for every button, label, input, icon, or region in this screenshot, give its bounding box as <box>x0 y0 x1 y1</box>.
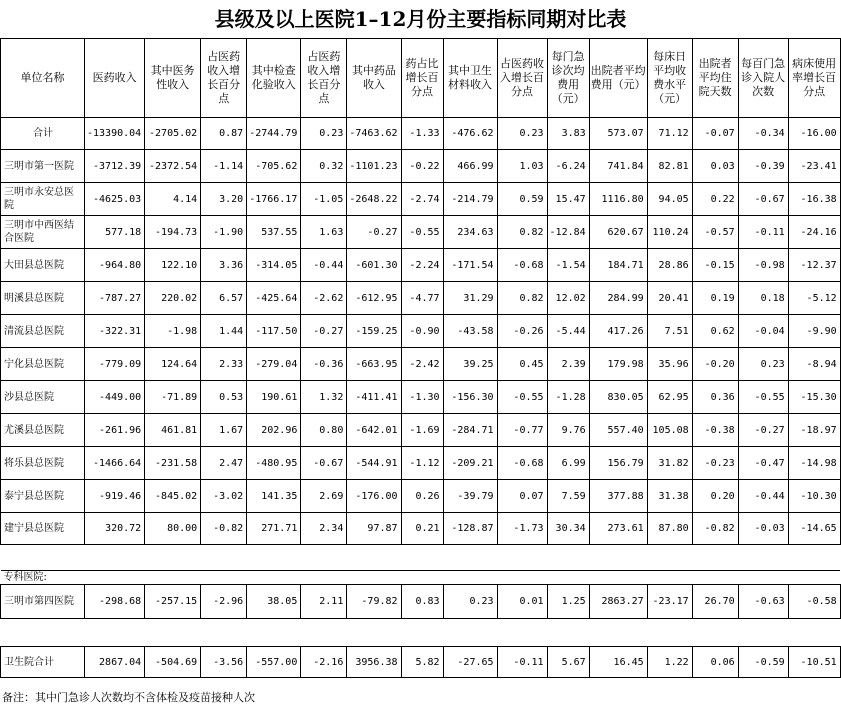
table-cell: -194.73 <box>145 216 201 249</box>
table-cell: 80.00 <box>145 513 201 545</box>
table-cell: -0.38 <box>692 414 738 447</box>
table-cell: -504.69 <box>145 647 201 678</box>
table-cell: 0.53 <box>201 381 247 414</box>
table-cell: -0.55 <box>497 381 547 414</box>
table-cell: -14.65 <box>788 513 840 545</box>
table-cell: 0.80 <box>301 414 347 447</box>
table-cell: -43.58 <box>443 315 497 348</box>
table-cell: 31.29 <box>443 282 497 315</box>
table-cell: -27.65 <box>443 647 497 678</box>
table-cell: -0.55 <box>738 381 788 414</box>
table-cell: 71.12 <box>647 118 692 150</box>
table-cell: 0.45 <box>497 348 547 381</box>
table-cell: 0.82 <box>497 282 547 315</box>
table-cell: -1.90 <box>201 216 247 249</box>
table-row <box>1 348 841 381</box>
table-cell: -10.51 <box>788 647 840 678</box>
table-cell: -171.54 <box>443 249 497 282</box>
table-row <box>1 216 841 249</box>
table-cell: -1.14 <box>201 150 247 183</box>
column-header: 单位名称 <box>1 39 85 118</box>
table-cell: -159.25 <box>347 315 401 348</box>
table-cell: -16.38 <box>788 183 840 216</box>
table-cell: -314.05 <box>247 249 301 282</box>
row-label: 三明市第四医院 <box>1 585 85 619</box>
row-label: 三明市第一医院 <box>1 150 85 183</box>
table-row <box>1 414 841 447</box>
table-cell: -7463.62 <box>347 118 401 150</box>
table-cell: 0.26 <box>401 480 443 513</box>
table-cell: -663.95 <box>347 348 401 381</box>
table-cell: 94.05 <box>647 183 692 216</box>
table-cell: 179.98 <box>589 348 647 381</box>
table-cell: 0.36 <box>692 381 738 414</box>
spacer-cell <box>1 619 841 647</box>
table-cell: 3.83 <box>547 118 589 150</box>
table-cell: -0.90 <box>401 315 443 348</box>
table-cell: 220.02 <box>145 282 201 315</box>
column-header: 其中医务性收入 <box>145 39 201 118</box>
table-cell: 2.69 <box>301 480 347 513</box>
table-cell: -0.23 <box>692 447 738 480</box>
table-cell: -612.95 <box>347 282 401 315</box>
table-cell: -0.07 <box>692 118 738 150</box>
table-cell: -1466.64 <box>85 447 145 480</box>
table-cell: -1.05 <box>301 183 347 216</box>
section-label: 专科医院: <box>1 571 841 585</box>
table-cell: -1.30 <box>401 381 443 414</box>
table-cell: -0.36 <box>301 348 347 381</box>
table-cell: 0.62 <box>692 315 738 348</box>
table-cell: -214.79 <box>443 183 497 216</box>
table-cell: 87.80 <box>647 513 692 545</box>
table-cell: 0.03 <box>692 150 738 183</box>
table-cell: 38.05 <box>247 585 301 619</box>
table-row <box>1 480 841 513</box>
table-cell: 573.07 <box>589 118 647 150</box>
table-cell: 15.47 <box>547 183 589 216</box>
table-cell: -12.37 <box>788 249 840 282</box>
table-cell: -476.62 <box>443 118 497 150</box>
column-header: 占医药收入增长百分点 <box>201 39 247 118</box>
table-cell: -0.77 <box>497 414 547 447</box>
table-cell: -2.96 <box>201 585 247 619</box>
table-cell: 1.32 <box>301 381 347 414</box>
table-cell: -261.96 <box>85 414 145 447</box>
table-cell: -209.21 <box>443 447 497 480</box>
spacer-row <box>1 619 841 647</box>
table-cell: -779.09 <box>85 348 145 381</box>
table-cell: -1.73 <box>497 513 547 545</box>
table-cell: -2.24 <box>401 249 443 282</box>
table-cell: 0.23 <box>738 348 788 381</box>
table-cell: 7.51 <box>647 315 692 348</box>
table-cell: -15.30 <box>788 381 840 414</box>
table-cell: -787.27 <box>85 282 145 315</box>
table-cell: -964.80 <box>85 249 145 282</box>
table-cell: 0.32 <box>301 150 347 183</box>
table-cell: -12.84 <box>547 216 589 249</box>
table-cell: 377.88 <box>589 480 647 513</box>
table-cell: 39.25 <box>443 348 497 381</box>
table-cell: -10.30 <box>788 480 840 513</box>
row-label: 明溪县总医院 <box>1 282 85 315</box>
table-cell: 6.99 <box>547 447 589 480</box>
table-cell: 2863.27 <box>589 585 647 619</box>
table-cell: 184.71 <box>589 249 647 282</box>
column-header: 病床使用率增长百分点 <box>788 39 840 118</box>
table-cell: -5.12 <box>788 282 840 315</box>
table-cell: -176.00 <box>347 480 401 513</box>
table-cell: 284.99 <box>589 282 647 315</box>
table-cell: 141.35 <box>247 480 301 513</box>
table-cell: -117.50 <box>247 315 301 348</box>
table-cell: -0.44 <box>301 249 347 282</box>
table-cell: -2705.02 <box>145 118 201 150</box>
table-cell: 122.10 <box>145 249 201 282</box>
table-cell: -3.56 <box>201 647 247 678</box>
table-cell: 577.18 <box>85 216 145 249</box>
table-cell: -1.54 <box>547 249 589 282</box>
table-cell: -0.11 <box>738 216 788 249</box>
table-cell: -6.24 <box>547 150 589 183</box>
table-cell: -0.63 <box>738 585 788 619</box>
table-cell: -0.11 <box>497 647 547 678</box>
table-cell: -0.67 <box>738 183 788 216</box>
header-row <box>1 39 841 118</box>
table-cell: -9.90 <box>788 315 840 348</box>
table-cell: 31.82 <box>647 447 692 480</box>
table-row <box>1 315 841 348</box>
table-cell: -0.82 <box>201 513 247 545</box>
table-cell: 62.95 <box>647 381 692 414</box>
table-cell: -0.57 <box>692 216 738 249</box>
table-row <box>1 282 841 315</box>
table-cell: 1.03 <box>497 150 547 183</box>
table-cell: -298.68 <box>85 585 145 619</box>
table-cell: -2648.22 <box>347 183 401 216</box>
table-cell: -1.98 <box>145 315 201 348</box>
table-cell: 2.11 <box>301 585 347 619</box>
table-cell: 5.67 <box>547 647 589 678</box>
row-label: 泰宁县总医院 <box>1 480 85 513</box>
table-cell: 2.33 <box>201 348 247 381</box>
row-label: 卫生院合计 <box>1 647 85 678</box>
table-cell: -0.27 <box>347 216 401 249</box>
table-cell: 0.18 <box>738 282 788 315</box>
row-label: 合计 <box>1 118 85 150</box>
table-cell: -257.15 <box>145 585 201 619</box>
spacer-row <box>1 545 841 571</box>
table-row <box>1 447 841 480</box>
table-cell: -2372.54 <box>145 150 201 183</box>
row-label: 清流县总医院 <box>1 315 85 348</box>
table-cell: 0.07 <box>497 480 547 513</box>
column-header: 每门急诊次均费用（元） <box>547 39 589 118</box>
table-cell: -2.42 <box>401 348 443 381</box>
table-cell: 0.87 <box>201 118 247 150</box>
column-header: 医药收入 <box>85 39 145 118</box>
table-cell: 0.23 <box>301 118 347 150</box>
table-cell: -1101.23 <box>347 150 401 183</box>
table-cell: -4625.03 <box>85 183 145 216</box>
row-label: 尤溪县总医院 <box>1 414 85 447</box>
table-cell: 234.63 <box>443 216 497 249</box>
table-cell: 0.23 <box>497 118 547 150</box>
table-cell: 620.67 <box>589 216 647 249</box>
table-cell: -4.77 <box>401 282 443 315</box>
table-cell: 9.76 <box>547 414 589 447</box>
table-cell: -0.58 <box>788 585 840 619</box>
table-cell: 2.39 <box>547 348 589 381</box>
table-row <box>1 118 841 150</box>
table-cell: -2.16 <box>301 647 347 678</box>
table-cell: 28.86 <box>647 249 692 282</box>
table-cell: 82.81 <box>647 150 692 183</box>
table-cell: -23.41 <box>788 150 840 183</box>
table-cell: -13390.04 <box>85 118 145 150</box>
table-cell: -0.04 <box>738 315 788 348</box>
table-cell: -0.03 <box>738 513 788 545</box>
table-cell: -322.31 <box>85 315 145 348</box>
table-cell: -411.41 <box>347 381 401 414</box>
table-cell: -16.00 <box>788 118 840 150</box>
table-cell: -1.28 <box>547 381 589 414</box>
table-cell: -3.02 <box>201 480 247 513</box>
table-cell: 5.82 <box>401 647 443 678</box>
table-cell: -3712.39 <box>85 150 145 183</box>
table-row <box>1 585 841 619</box>
table-cell: -1.33 <box>401 118 443 150</box>
table-cell: 6.57 <box>201 282 247 315</box>
row-label: 将乐县总医院 <box>1 447 85 480</box>
table-row <box>1 513 841 545</box>
table-cell: -0.44 <box>738 480 788 513</box>
table-cell: 0.06 <box>692 647 738 678</box>
table-cell: 3.36 <box>201 249 247 282</box>
table-cell: 0.19 <box>692 282 738 315</box>
table-cell: 31.38 <box>647 480 692 513</box>
table-cell: -2.62 <box>301 282 347 315</box>
table-row <box>1 183 841 216</box>
table-cell: -601.30 <box>347 249 401 282</box>
column-header: 出院者平均费用（元） <box>589 39 647 118</box>
table-cell: -0.27 <box>738 414 788 447</box>
table-cell: -705.62 <box>247 150 301 183</box>
table-cell: 741.84 <box>589 150 647 183</box>
table-cell: -0.67 <box>301 447 347 480</box>
row-label: 三明市永安总医院 <box>1 183 85 216</box>
table-cell: 26.70 <box>692 585 738 619</box>
table-cell: -0.68 <box>497 249 547 282</box>
table-cell: 2.47 <box>201 447 247 480</box>
table-cell: 273.61 <box>589 513 647 545</box>
table-cell: 0.23 <box>443 585 497 619</box>
table-cell: -279.04 <box>247 348 301 381</box>
table-cell: 2867.04 <box>85 647 145 678</box>
table-cell: 190.61 <box>247 381 301 414</box>
table-cell: -2744.79 <box>247 118 301 150</box>
table-cell: -156.30 <box>443 381 497 414</box>
table-row <box>1 150 841 183</box>
table-cell: 1.67 <box>201 414 247 447</box>
table-cell: 537.55 <box>247 216 301 249</box>
table-cell: 1116.80 <box>589 183 647 216</box>
table-cell: -8.94 <box>788 348 840 381</box>
table-cell: -1.12 <box>401 447 443 480</box>
table-cell: -480.95 <box>247 447 301 480</box>
table-cell: 12.02 <box>547 282 589 315</box>
table-cell: 7.59 <box>547 480 589 513</box>
table-cell: -642.01 <box>347 414 401 447</box>
table-row <box>1 647 841 678</box>
table-cell: -0.39 <box>738 150 788 183</box>
table-cell: 35.96 <box>647 348 692 381</box>
table-cell: -128.87 <box>443 513 497 545</box>
table-cell: -425.64 <box>247 282 301 315</box>
table-cell: 1.25 <box>547 585 589 619</box>
table-cell: -1.69 <box>401 414 443 447</box>
table-cell: -919.46 <box>85 480 145 513</box>
table-cell: 4.14 <box>145 183 201 216</box>
table-cell: -18.97 <box>788 414 840 447</box>
column-header: 占医药收入增长百分点 <box>497 39 547 118</box>
table-cell: 557.40 <box>589 414 647 447</box>
table-cell: -557.00 <box>247 647 301 678</box>
table-cell: -0.20 <box>692 348 738 381</box>
column-header: 出院者平均住院天数 <box>692 39 738 118</box>
table-cell: -5.44 <box>547 315 589 348</box>
table-cell: -544.91 <box>347 447 401 480</box>
table-cell: 1.22 <box>647 647 692 678</box>
table-cell: 16.45 <box>589 647 647 678</box>
table-cell: -39.79 <box>443 480 497 513</box>
table-cell: 271.71 <box>247 513 301 545</box>
table-cell: 3.20 <box>201 183 247 216</box>
table-cell: -0.34 <box>738 118 788 150</box>
table-cell: -449.00 <box>85 381 145 414</box>
table-cell: 30.34 <box>547 513 589 545</box>
table-cell: 202.96 <box>247 414 301 447</box>
table-cell: -0.59 <box>738 647 788 678</box>
table-row <box>1 249 841 282</box>
table-cell: 0.82 <box>497 216 547 249</box>
table-cell: -0.82 <box>692 513 738 545</box>
table-cell: 461.81 <box>145 414 201 447</box>
table-cell: 466.99 <box>443 150 497 183</box>
column-header: 其中卫生材料收入 <box>443 39 497 118</box>
table-cell: -2.74 <box>401 183 443 216</box>
row-label: 三明市中西医结合医院 <box>1 216 85 249</box>
row-label: 建宁县总医院 <box>1 513 85 545</box>
table-cell: 0.59 <box>497 183 547 216</box>
table-cell: 830.05 <box>589 381 647 414</box>
column-header: 药占比增长百分点 <box>401 39 443 118</box>
table-cell: -0.26 <box>497 315 547 348</box>
table-cell: 320.72 <box>85 513 145 545</box>
table-cell: -0.15 <box>692 249 738 282</box>
table-cell: 156.79 <box>589 447 647 480</box>
table-cell: -14.98 <box>788 447 840 480</box>
table-cell: -79.82 <box>347 585 401 619</box>
indicator-table <box>0 38 841 678</box>
table-cell: 0.20 <box>692 480 738 513</box>
table-cell: -0.47 <box>738 447 788 480</box>
column-header: 每床日平均收费水平（元） <box>647 39 692 118</box>
column-header: 其中检查化验收入 <box>247 39 301 118</box>
table-cell: -0.68 <box>497 447 547 480</box>
table-cell: 20.41 <box>647 282 692 315</box>
table-cell: 1.63 <box>301 216 347 249</box>
column-header: 占医药收入增长百分点 <box>301 39 347 118</box>
table-cell: 0.22 <box>692 183 738 216</box>
table-cell: 124.64 <box>145 348 201 381</box>
table-cell: 417.26 <box>589 315 647 348</box>
section-row <box>1 571 841 585</box>
table-cell: -231.58 <box>145 447 201 480</box>
spacer-cell <box>1 545 841 571</box>
table-cell: 97.87 <box>347 513 401 545</box>
table-cell: 0.01 <box>497 585 547 619</box>
row-label: 大田县总医院 <box>1 249 85 282</box>
table-cell: -0.98 <box>738 249 788 282</box>
row-label: 宁化县总医院 <box>1 348 85 381</box>
table-cell: -23.17 <box>647 585 692 619</box>
table-cell: -71.89 <box>145 381 201 414</box>
table-row <box>1 381 841 414</box>
column-header: 其中药品收入 <box>347 39 401 118</box>
table-cell: 0.83 <box>401 585 443 619</box>
footnote: 备注：其中门急诊人次数均不含体检及疫苗接种人次 <box>2 691 255 704</box>
table-cell: 105.08 <box>647 414 692 447</box>
table-cell: -845.02 <box>145 480 201 513</box>
row-label: 沙县总医院 <box>1 381 85 414</box>
table-title: 县级及以上医院1–12月份主要指标同期对比表 <box>214 7 627 31</box>
table-cell: 110.24 <box>647 216 692 249</box>
table-cell: -24.16 <box>788 216 840 249</box>
table-cell: -0.22 <box>401 150 443 183</box>
table-cell: 1.44 <box>201 315 247 348</box>
column-header: 每百门急诊入院人次数 <box>738 39 788 118</box>
table-cell: 2.34 <box>301 513 347 545</box>
table-cell: 0.21 <box>401 513 443 545</box>
table-cell: -284.71 <box>443 414 497 447</box>
table-cell: -0.55 <box>401 216 443 249</box>
table-cell: -1766.17 <box>247 183 301 216</box>
table-cell: 3956.38 <box>347 647 401 678</box>
table-cell: -0.27 <box>301 315 347 348</box>
